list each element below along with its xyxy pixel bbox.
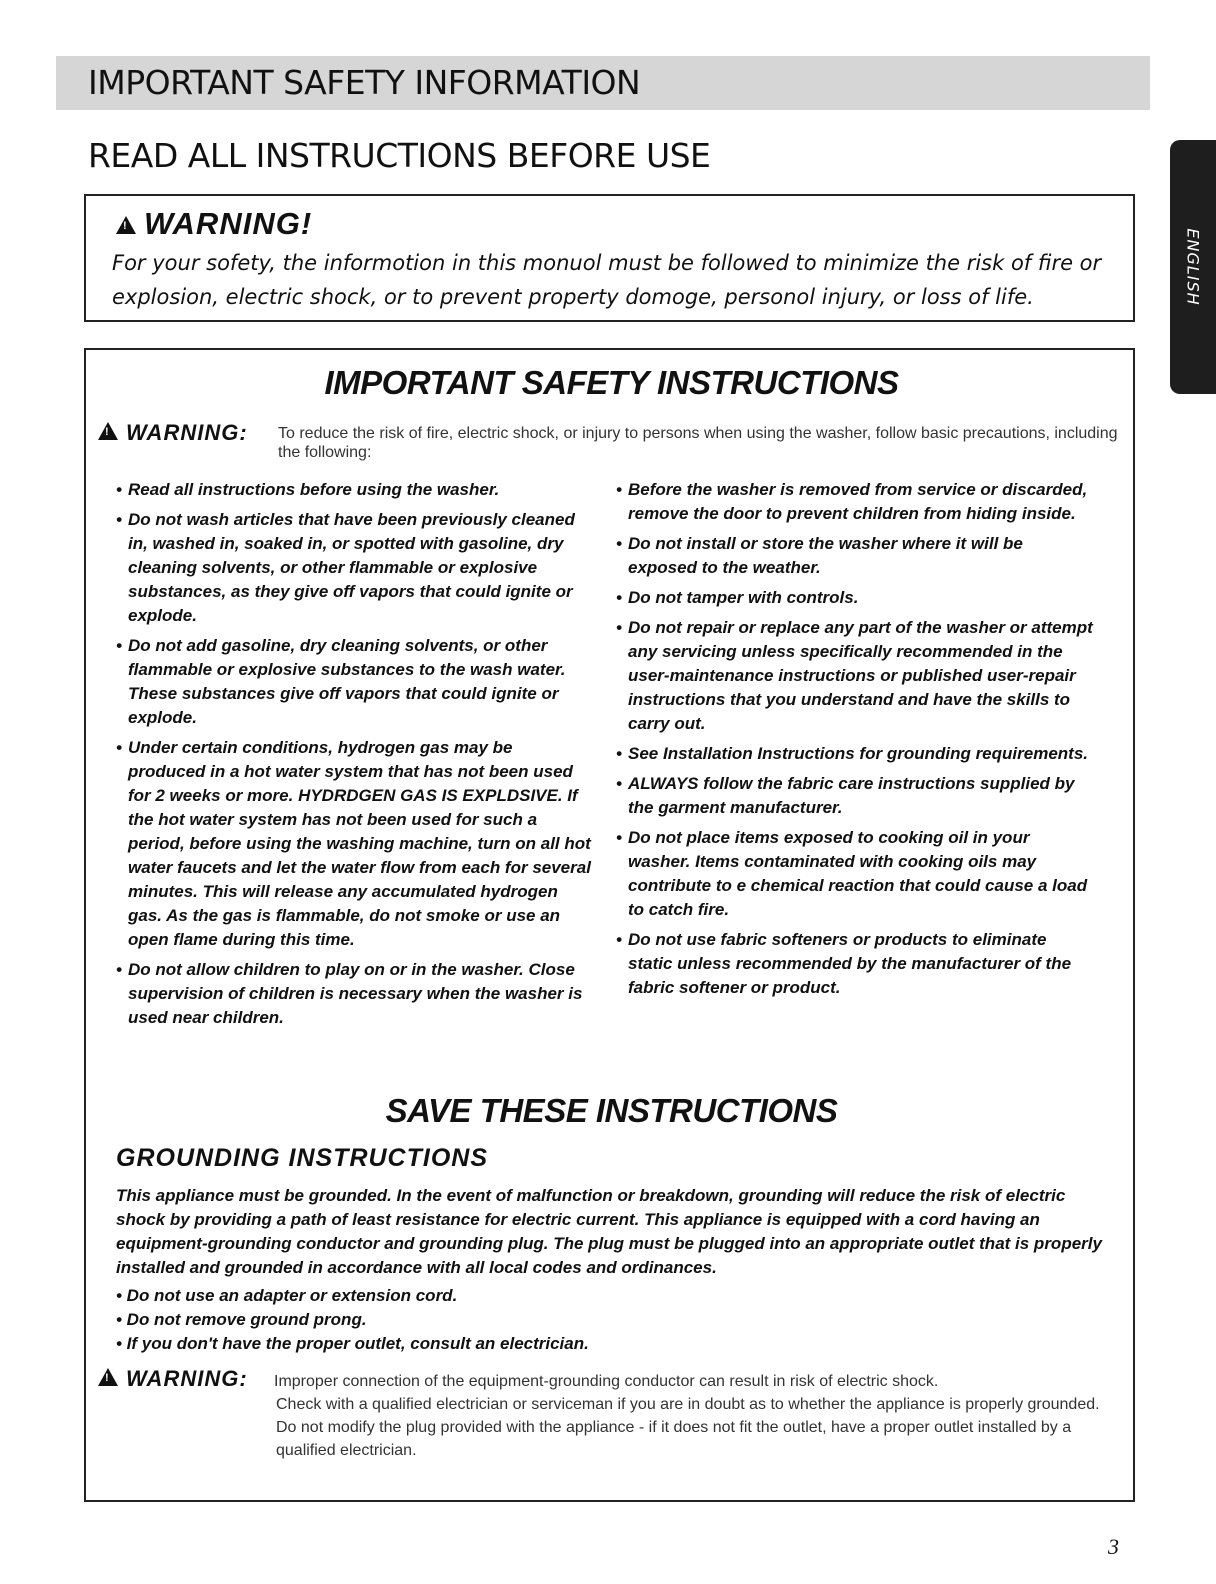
grounding-warning-rest: Check with a qualified electrician or serviceman if you are in doubt as to whether the appliance is properly grounded. Do not modify the plug provided with the appliance - if it does not fit the outlet, have a proper outlet installed by a qualified electrician. — [276, 1396, 1100, 1459]
instructions-warning-label: !WARNING: — [98, 420, 248, 446]
grounding-list — [116, 1284, 1016, 1356]
instructions-title: IMPORTANT SAFETY INSTRUCTIONS — [324, 364, 899, 401]
language-tab — [1170, 140, 1216, 394]
warning-triangle-icon — [98, 422, 118, 440]
list-item: • Do not add gasoline, dry cleaning solvents, or other flammable or explosive substances to the wash water. These substances give off vapors that could ignite or explode. — [116, 634, 594, 730]
list-item: • ALWAYS follow the fabric care instructions supplied by the garment manufacturer. — [616, 772, 1094, 820]
list-item: • Do not allow children to play on or in the washer. Close supervision of children is necessary when the washer is used near children. — [116, 958, 594, 1030]
warning-heading-text: WARNING! — [144, 206, 313, 241]
list-item: • Do not wash articles that have been previously cleaned in, washed in, soaked in, or spotted with gasoline, dry cleaning solvents, or other flammable or explosive substances, as they give off vapors that could ignite or explode. — [116, 508, 594, 628]
left-bullet-column — [116, 478, 594, 1036]
subheader: READ ALL INSTRUCTIONS BEFORE USE — [88, 136, 711, 175]
warning-box — [84, 194, 1135, 322]
warning-body: For your sofety, the informotion in this monuol must be followed to minimize the risk of fire or explosion, electric shock, or to prevent property domoge, personol injury, or loss of life. — [112, 251, 1102, 309]
list-item: • See Installation Instructions for grounding requirements. — [616, 742, 1094, 766]
list-item: • Before the washer is removed from service or discarded, remove the door to prevent children from hiding inside. — [616, 478, 1094, 526]
grounding-warning-label: !WARNING: — [98, 1366, 248, 1392]
list-item: • Do not tamper with controls. — [616, 586, 1094, 610]
grounding-warning-line1: Improper connection of the equipment-grounding conductor can result in risk of electric shock. — [274, 1373, 939, 1390]
warning-triangle-icon — [98, 1368, 118, 1386]
page-title: IMPORTANT SAFETY INFORMATION — [88, 63, 641, 102]
header-bar — [56, 56, 1150, 110]
right-bullet-column — [616, 478, 1094, 1006]
grounding-warning-text — [276, 1370, 1116, 1462]
list-item: • Do not remove ground prong. — [116, 1310, 367, 1329]
warning-heading — [116, 206, 312, 242]
list-item: • Under certain conditions, hydrogen gas may be produced in a hot water system that has not been used for 2 weeks or more. HYDRDGEN GAS IS EXPLDSIVE. If the hot water system has not been used for such a period, before using the washing machine, turn on all hot water faucets and let the water flow from each for several minutes. This will release any accumulated hydrogen gas. As the gas is flammable, do not smoke or use an open flame during this time. — [116, 736, 594, 952]
list-item: • Do not repair or replace any part of the washer or attempt any servicing unless specifically recommended in the user-maintenance instructions or published user-repair instructions that you understand and have the skills to carry out. — [616, 616, 1094, 736]
list-item: • Do not place items exposed to cooking oil in your washer. Items contaminated with cooking oils may contribute to e chemical reaction that could cause a load to catch fire. — [616, 826, 1094, 922]
language-tab-label: ENGLISH — [1183, 228, 1203, 306]
list-item: • Do not use fabric softeners or products to eliminate static unless recommended by the manufacturer of the fabric softener or product. — [616, 928, 1094, 1000]
list-item: • If you don't have the proper outlet, consult an electrician. — [116, 1334, 589, 1353]
list-item: • Do not use an adapter or extension cord. — [116, 1286, 458, 1305]
instructions-warning-text: To reduce the risk of fire, electric shock, or injury to persons when using the washer, follow basic precautions, including the following: — [278, 425, 1118, 461]
grounding-title: GROUNDING INSTRUCTIONS — [116, 1144, 488, 1172]
list-item: • Read all instructions before using the washer. — [116, 478, 594, 502]
instructions-box — [84, 348, 1135, 1502]
page-number: 3 — [1108, 1534, 1119, 1559]
warning-triangle-icon — [116, 216, 136, 234]
grounding-body: This appliance must be grounded. In the event of malfunction or breakdown, grounding will reduce the risk of electric shock by providing a path of least resistance for electric current. This appliance is equipped with a cord having an equipment-grounding conductor and grounding plug. The plug must be plugged into an appropriate outlet that is properly installed and grounded in accordance with all local codes and ordinances. — [116, 1186, 1102, 1277]
save-instructions-title: SAVE THESE INSTRUCTIONS — [385, 1092, 838, 1129]
list-item: • Do not install or store the washer where it will be exposed to the weather. — [616, 532, 1094, 580]
